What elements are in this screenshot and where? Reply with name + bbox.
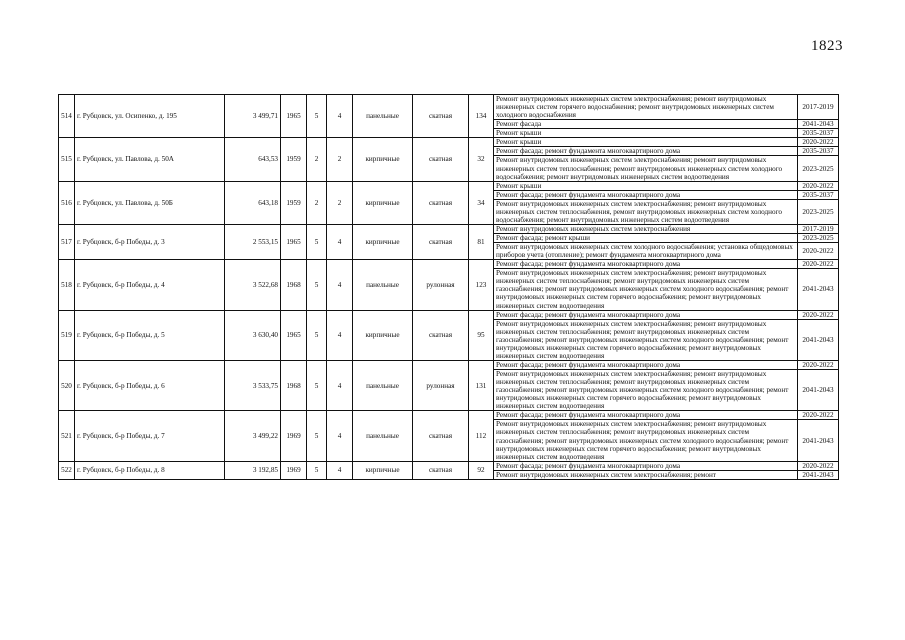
work-description-cell: Ремонт фасада; ремонт фундамента многоквартирного дома [494, 411, 798, 420]
work-description-cell: Ремонт крыши [494, 129, 798, 138]
work-period-cell: 2020-2022 [798, 461, 839, 470]
floors-cell: 2 [307, 181, 327, 224]
row-number: 517 [59, 224, 75, 259]
work-period-cell: 2020-2022 [798, 310, 839, 319]
table-body [59, 95, 839, 480]
work-period-cell: 2041-2043 [798, 269, 839, 310]
address-cell: г. Рубцовск, б-р Победы, д. 7 [75, 411, 225, 461]
work-period-cell: 2020-2022 [798, 260, 839, 269]
row-number: 518 [59, 260, 75, 310]
work-description-cell: Ремонт внутридомовых инженерных систем холодного водоснабжения; установка общедомовых приборов учета (отопление); ремонт фундамента многоквартирного дома [494, 243, 798, 260]
entrances-cell: 2 [327, 138, 353, 181]
row-number: 521 [59, 411, 75, 461]
row-number: 520 [59, 360, 75, 410]
wall-material-cell: кирпичные [353, 310, 413, 360]
table-row [59, 360, 839, 369]
work-description-cell: Ремонт внутридомовых инженерных систем электроснабжения; ремонт внутридомовых инженерных систем теплоснабжения; ремонт внутридомовых инженерных систем газоснабжения; ремонт внутридомовых инженерных систем холодного водоснабжения; ремонт внутридомовых инженерных систем горячего водоснабжения; ремонт внутридомовых инженерных систем водоотведения [494, 370, 798, 411]
work-period-cell: 2017-2019 [798, 224, 839, 233]
entrances-cell: 4 [327, 310, 353, 360]
work-description-cell: Ремонт внутридомовых инженерных систем электроснабжения; ремонт внутридомовых инженерных систем теплоснабжения; ремонт внутридомовых инженерных систем газоснабжения; ремонт внутридомовых инженерных систем холодного водоснабжения; ремонт внутридомовых инженерных систем горячего водоснабжения; ремонт внутридомовых инженерных систем водоотведения [494, 269, 798, 310]
work-period-cell: 2035-2037 [798, 190, 839, 199]
work-description-cell: Ремонт фасада; ремонт фундамента многоквартирного дома [494, 147, 798, 156]
floors-cell: 5 [307, 411, 327, 461]
year-cell: 1965 [281, 95, 307, 138]
floors-cell: 5 [307, 224, 327, 259]
wall-material-cell: панельные [353, 360, 413, 410]
address-cell: г. Рубцовск, б-р Победы, д. 5 [75, 310, 225, 360]
area-cell: 3 192,85 [225, 461, 281, 479]
area-cell: 3 533,75 [225, 360, 281, 410]
year-cell: 1968 [281, 360, 307, 410]
work-period-cell: 2020-2022 [798, 181, 839, 190]
table-row [59, 411, 839, 420]
floors-cell: 2 [307, 138, 327, 181]
address-cell: г. Рубцовск, б-р Победы, д. 4 [75, 260, 225, 310]
apartments-cell: 95 [469, 310, 494, 360]
entrances-cell: 2 [327, 181, 353, 224]
roof-type-cell: скатная [413, 461, 469, 479]
row-number: 516 [59, 181, 75, 224]
work-period-cell: 2023-2025 [798, 199, 839, 224]
area-cell: 3 522,68 [225, 260, 281, 310]
work-description-cell: Ремонт фасада; ремонт фундамента многоквартирного дома [494, 461, 798, 470]
year-cell: 1969 [281, 461, 307, 479]
year-cell: 1959 [281, 181, 307, 224]
housing-repair-table [58, 94, 839, 480]
wall-material-cell: панельные [353, 260, 413, 310]
table-row [59, 461, 839, 470]
floors-cell: 5 [307, 260, 327, 310]
work-description-cell: Ремонт внутридомовых инженерных систем электроснабжения; ремонт внутридомовых инженерных систем теплоснабжения; ремонт внутридомовых инженерных систем газоснабжения; ремонт внутридомовых инженерных систем холодного водоснабжения; ремонт внутридомовых инженерных систем горячего водоснабжения; ремонт внутридомовых инженерных систем водоотведения [494, 420, 798, 461]
address-cell: г. Рубцовск, ул. Павлова, д. 50А [75, 138, 225, 181]
floors-cell: 5 [307, 461, 327, 479]
year-cell: 1959 [281, 138, 307, 181]
work-description-cell: Ремонт внутридомовых инженерных систем электроснабжения; ремонт внутридомовых инженерных систем теплоснабжения, ремонт внутридомовых инженерных систем холодного водоснабжения; ремонт внутридомовых инженерных систем водоотведения [494, 199, 798, 224]
work-period-cell: 2041-2043 [798, 370, 839, 411]
year-cell: 1968 [281, 260, 307, 310]
area-cell: 2 553,15 [225, 224, 281, 259]
work-description-cell: Ремонт фасада; ремонт фундамента многоквартирного дома [494, 260, 798, 269]
entrances-cell: 4 [327, 360, 353, 410]
work-period-cell: 2041-2043 [798, 420, 839, 461]
work-description-cell: Ремонт крыши [494, 181, 798, 190]
floors-cell: 5 [307, 95, 327, 138]
address-cell: г. Рубцовск, ул. Павлова, д. 50Б [75, 181, 225, 224]
roof-type-cell: скатная [413, 310, 469, 360]
row-number: 514 [59, 95, 75, 138]
roof-type-cell: скатная [413, 411, 469, 461]
row-number: 519 [59, 310, 75, 360]
work-period-cell: 2035-2037 [798, 147, 839, 156]
work-description-cell: Ремонт внутридомовых инженерных систем электроснабжения; ремонт внутридомовых инженерных систем горячего водоснабжения; ремонт внутридомовых инженерных систем холодного водоснабжения [494, 95, 798, 120]
roof-type-cell: скатная [413, 138, 469, 181]
work-description-cell: Ремонт внутридомовых инженерных систем электроснабжения; ремонт внутридомовых инженерных систем теплоснабжения; ремонт внутридомовых инженерных систем газоснабжения; ремонт внутридомовых инженерных систем холодного водоснабжения; ремонт внутридомовых инженерных систем горячего водоснабжения; ремонт внутридомовых инженерных систем водоотведения [494, 319, 798, 360]
table-row [59, 260, 839, 269]
work-period-cell: 2020-2022 [798, 138, 839, 147]
floors-cell: 5 [307, 360, 327, 410]
year-cell: 1965 [281, 224, 307, 259]
table-row [59, 224, 839, 233]
entrances-cell: 4 [327, 461, 353, 479]
roof-type-cell: скатная [413, 181, 469, 224]
roof-type-cell: скатная [413, 95, 469, 138]
work-description-cell: Ремонт фасада [494, 120, 798, 129]
apartments-cell: 134 [469, 95, 494, 138]
entrances-cell: 4 [327, 224, 353, 259]
floors-cell: 5 [307, 310, 327, 360]
table-row [59, 95, 839, 120]
area-cell: 643,18 [225, 181, 281, 224]
wall-material-cell: кирпичные [353, 461, 413, 479]
apartments-cell: 123 [469, 260, 494, 310]
year-cell: 1965 [281, 310, 307, 360]
apartments-cell: 34 [469, 181, 494, 224]
area-cell: 643,53 [225, 138, 281, 181]
apartments-cell: 112 [469, 411, 494, 461]
area-cell: 3 499,71 [225, 95, 281, 138]
year-cell: 1969 [281, 411, 307, 461]
work-description-cell: Ремонт внутридомовых инженерных систем электроснабжения; ремонт внутридомовых инженерных систем теплоснабжения; ремонт внутридомовых инженерных систем холодного водоснабжения; ремонт внутридомовых инженерных систем водоотведения [494, 156, 798, 181]
apartments-cell: 81 [469, 224, 494, 259]
entrances-cell: 4 [327, 260, 353, 310]
work-period-cell: 2041-2043 [798, 319, 839, 360]
work-period-cell: 2020-2022 [798, 411, 839, 420]
work-description-cell: Ремонт фасада; ремонт крыши [494, 234, 798, 243]
work-period-cell: 2023-2025 [798, 156, 839, 181]
work-description-cell: Ремонт внутридомовых инженерных систем электроснабжения [494, 224, 798, 233]
address-cell: г. Рубцовск, б-р Победы, д. 3 [75, 224, 225, 259]
roof-type-cell: рулонная [413, 360, 469, 410]
table-row [59, 181, 839, 190]
apartments-cell: 131 [469, 360, 494, 410]
work-period-cell: 2023-2025 [798, 234, 839, 243]
wall-material-cell: панельные [353, 95, 413, 138]
roof-type-cell: рулонная [413, 260, 469, 310]
address-cell: г. Рубцовск, б-р Победы, д. 6 [75, 360, 225, 410]
work-period-cell: 2035-2037 [798, 129, 839, 138]
wall-material-cell: кирпичные [353, 224, 413, 259]
table-row [59, 310, 839, 319]
work-period-cell: 2041-2043 [798, 470, 839, 479]
roof-type-cell: скатная [413, 224, 469, 259]
work-period-cell: 2017-2019 [798, 95, 839, 120]
wall-material-cell: кирпичные [353, 138, 413, 181]
table-row [59, 138, 839, 147]
wall-material-cell: кирпичные [353, 181, 413, 224]
apartments-cell: 32 [469, 138, 494, 181]
work-period-cell: 2041-2043 [798, 120, 839, 129]
work-period-cell: 2020-2022 [798, 360, 839, 369]
page-number: 1823 [811, 38, 843, 54]
work-description-cell: Ремонт крыши [494, 138, 798, 147]
work-description-cell: Ремонт фасада; ремонт фундамента многоквартирного дома [494, 310, 798, 319]
work-description-cell: Ремонт фасада; ремонт фундамента многоквартирного дома [494, 190, 798, 199]
entrances-cell: 4 [327, 411, 353, 461]
address-cell: г. Рубцовск, ул. Осипенко, д. 195 [75, 95, 225, 138]
work-description-cell: Ремонт фасада; ремонт фундамента многоквартирного дома [494, 360, 798, 369]
work-period-cell: 2020-2022 [798, 243, 839, 260]
row-number: 522 [59, 461, 75, 479]
area-cell: 3 499,22 [225, 411, 281, 461]
address-cell: г. Рубцовск, б-р Победы, д. 8 [75, 461, 225, 479]
apartments-cell: 92 [469, 461, 494, 479]
wall-material-cell: панельные [353, 411, 413, 461]
work-description-cell: Ремонт внутридомовых инженерных систем электроснабжения; ремонт [494, 470, 798, 479]
area-cell: 3 630,40 [225, 310, 281, 360]
entrances-cell: 4 [327, 95, 353, 138]
row-number: 515 [59, 138, 75, 181]
